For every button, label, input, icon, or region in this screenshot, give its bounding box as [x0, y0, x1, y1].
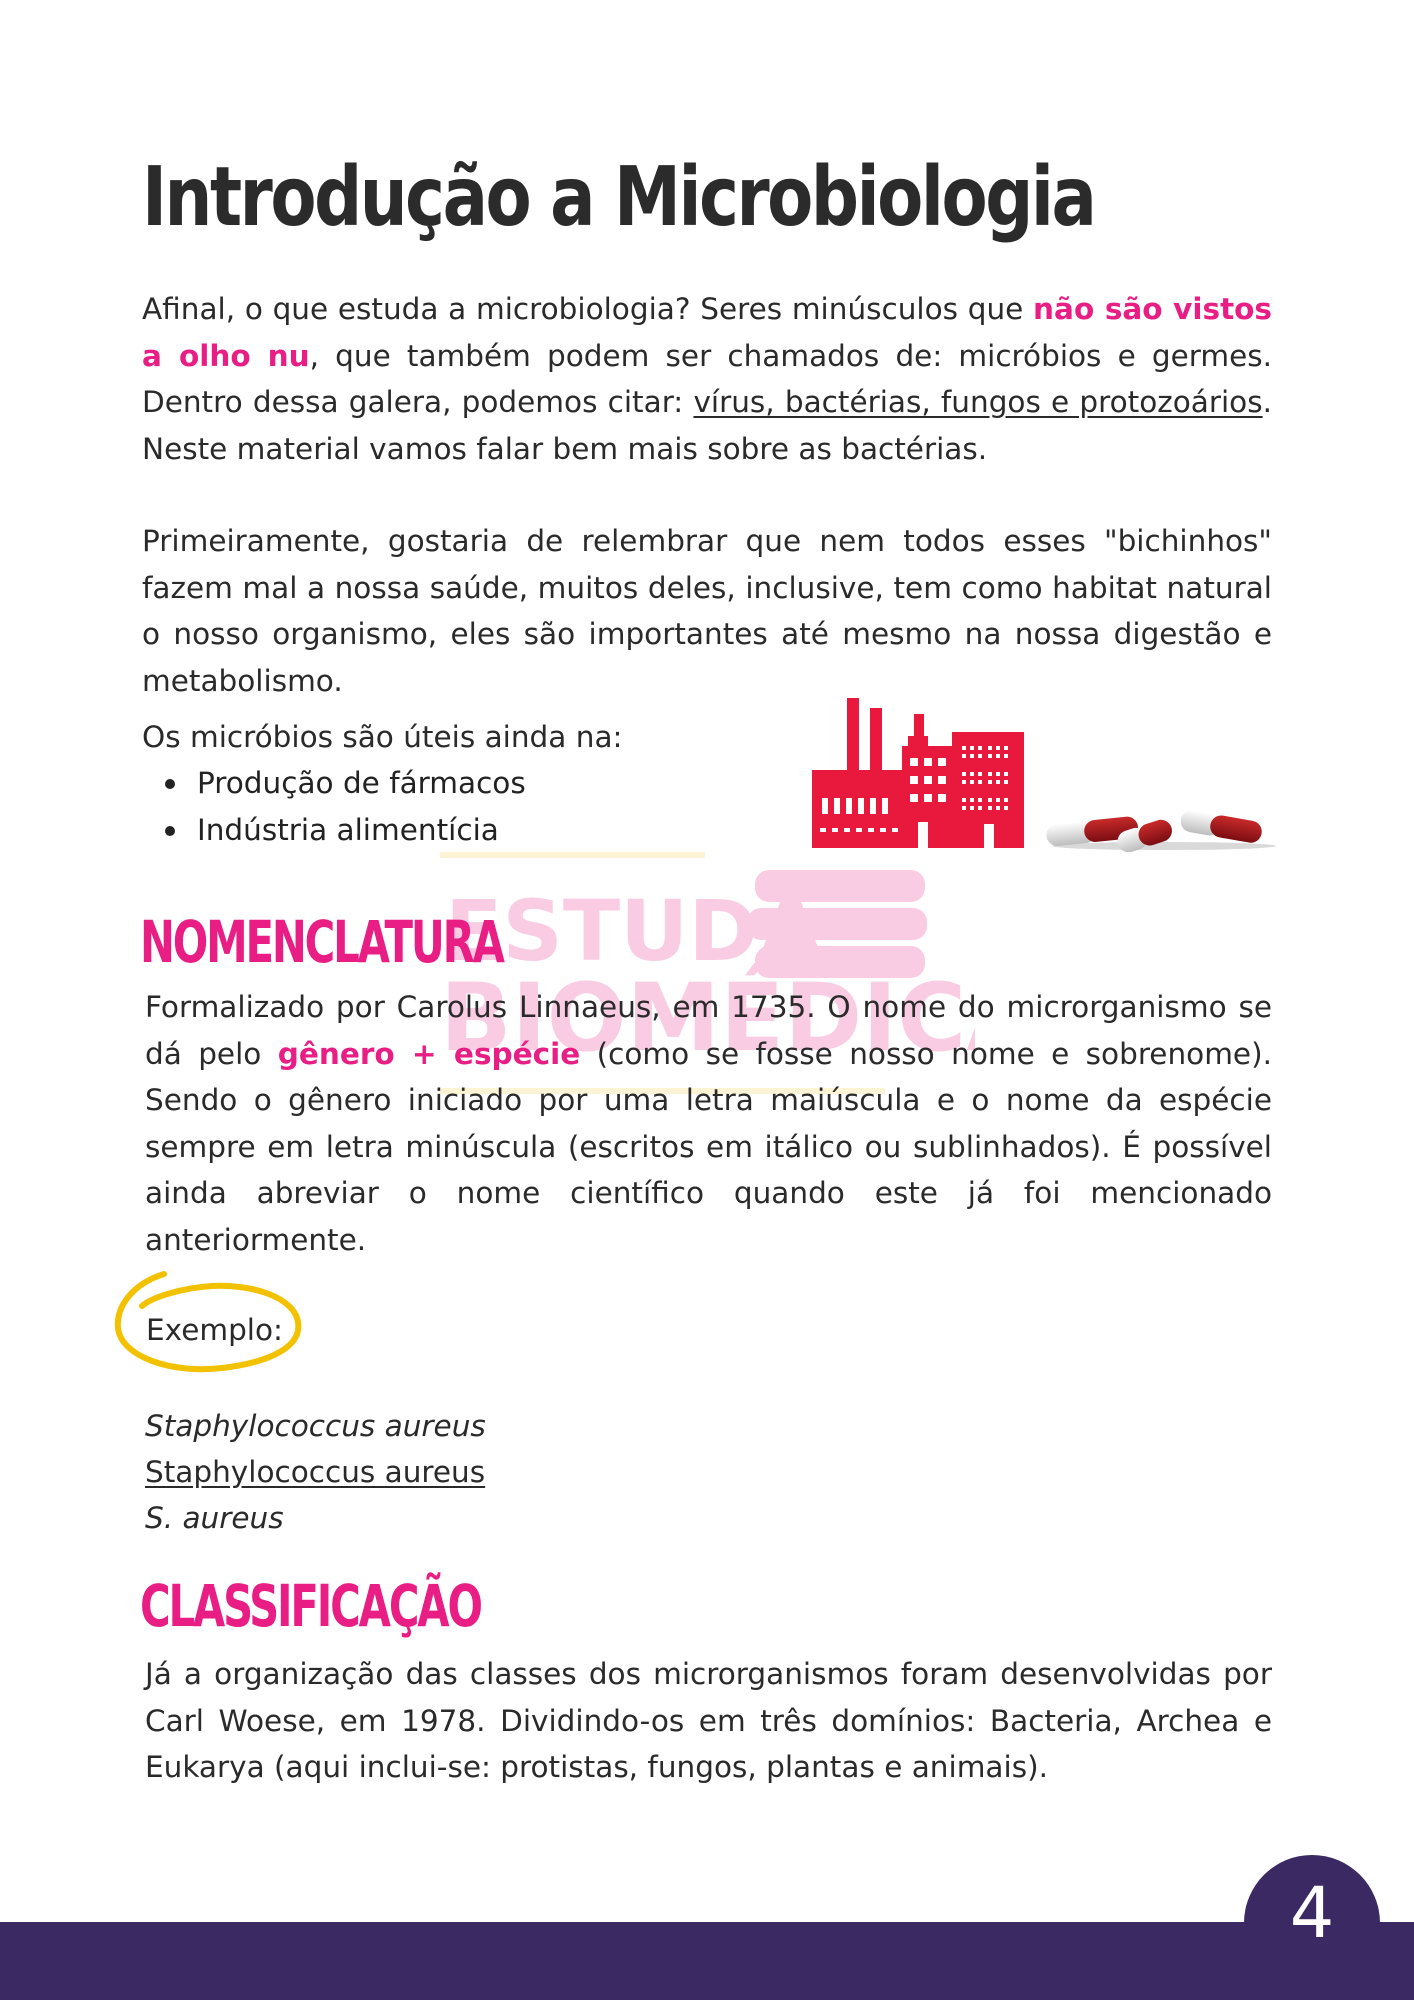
- uses-lead: Os micróbios são úteis ainda na:: [142, 720, 623, 754]
- highlight-text: não são vistos a olho nu: [142, 292, 1272, 373]
- intro-paragraph: Afinal, o que estuda a microbiologia? Seres minúsculos que não são vistos a olho nu, que também podem ser chamados de: micróbios e germes. Dentro dessa galera, podemos citar: vírus, bactérias, fungos e protozoários. Neste material vamos falar bem mais sobre as bactérias.: [142, 292, 1272, 466]
- list-item: Produção de fármacos: [142, 760, 526, 807]
- pill-icon: [1044, 806, 1276, 852]
- section-heading-nomenclatura: NOMENCLATURA: [140, 908, 503, 976]
- page-number: 4: [1289, 1872, 1335, 1954]
- page-title: Introdução a Microbiologia: [142, 150, 1095, 245]
- highlight-text: gênero + espécie: [277, 1036, 581, 1071]
- section-heading-classificacao: CLASSIFICAÇÃO: [140, 1572, 481, 1640]
- nomenclatura-paragraph: Formalizado por Carolus Linnaeus, em 1735. O nome do microrganismo se dá pelo gênero + espécie (como se fosse nosso nome e sobrenome). Sendo o gênero iniciado por uma letra maiúscula e o nome da espécie sempre em letra minúscula (escritos em itálico ou sublinhados). É possível ainda abreviar o nome científico quando este já foi mencionado anteriormente.: [145, 990, 1272, 1257]
- underlined-text: vírus, bactérias, fungos e protozoários: [693, 385, 1263, 419]
- example-callout: [112, 1262, 307, 1382]
- example-label: Exemplo:: [146, 1313, 283, 1347]
- uses-list: [142, 760, 526, 853]
- intro-paragraph-2: Primeiramente, gostaria de relembrar que nem todos esses "bichinhos" fazem mal a nossa saúde, muitos deles, inclusive, tem como habitat natural o nosso organismo, eles são importantes até mesmo na nossa digestão e metabolismo.: [142, 524, 1272, 698]
- example-underlined: Staphylococcus aureus: [145, 1455, 486, 1489]
- footer-bar: [0, 1922, 1414, 2000]
- bullet-icon: [165, 826, 175, 836]
- factory-icon: [812, 696, 1024, 848]
- classificacao-paragraph: Já a organização das classes dos microrganismos foram desenvolvidas por Carl Woese, em 1978. Dividindo-os em três domínios: Bacteria, Archea e Eukarya (aqui inclui-se: protistas, fungos, plantas e animais).: [145, 1657, 1272, 1784]
- list-item: Indústria alimentícia: [142, 807, 526, 854]
- example-abbreviated: S. aureus: [145, 1501, 284, 1535]
- svg-text:BIOMÉDICA: BIOMÉDIC: [440, 964, 967, 1073]
- svg-text:ESTUDA: ESTUDA: [445, 882, 824, 980]
- example-italic: Staphylococcus aureus: [145, 1409, 486, 1443]
- bullet-icon: [165, 779, 175, 789]
